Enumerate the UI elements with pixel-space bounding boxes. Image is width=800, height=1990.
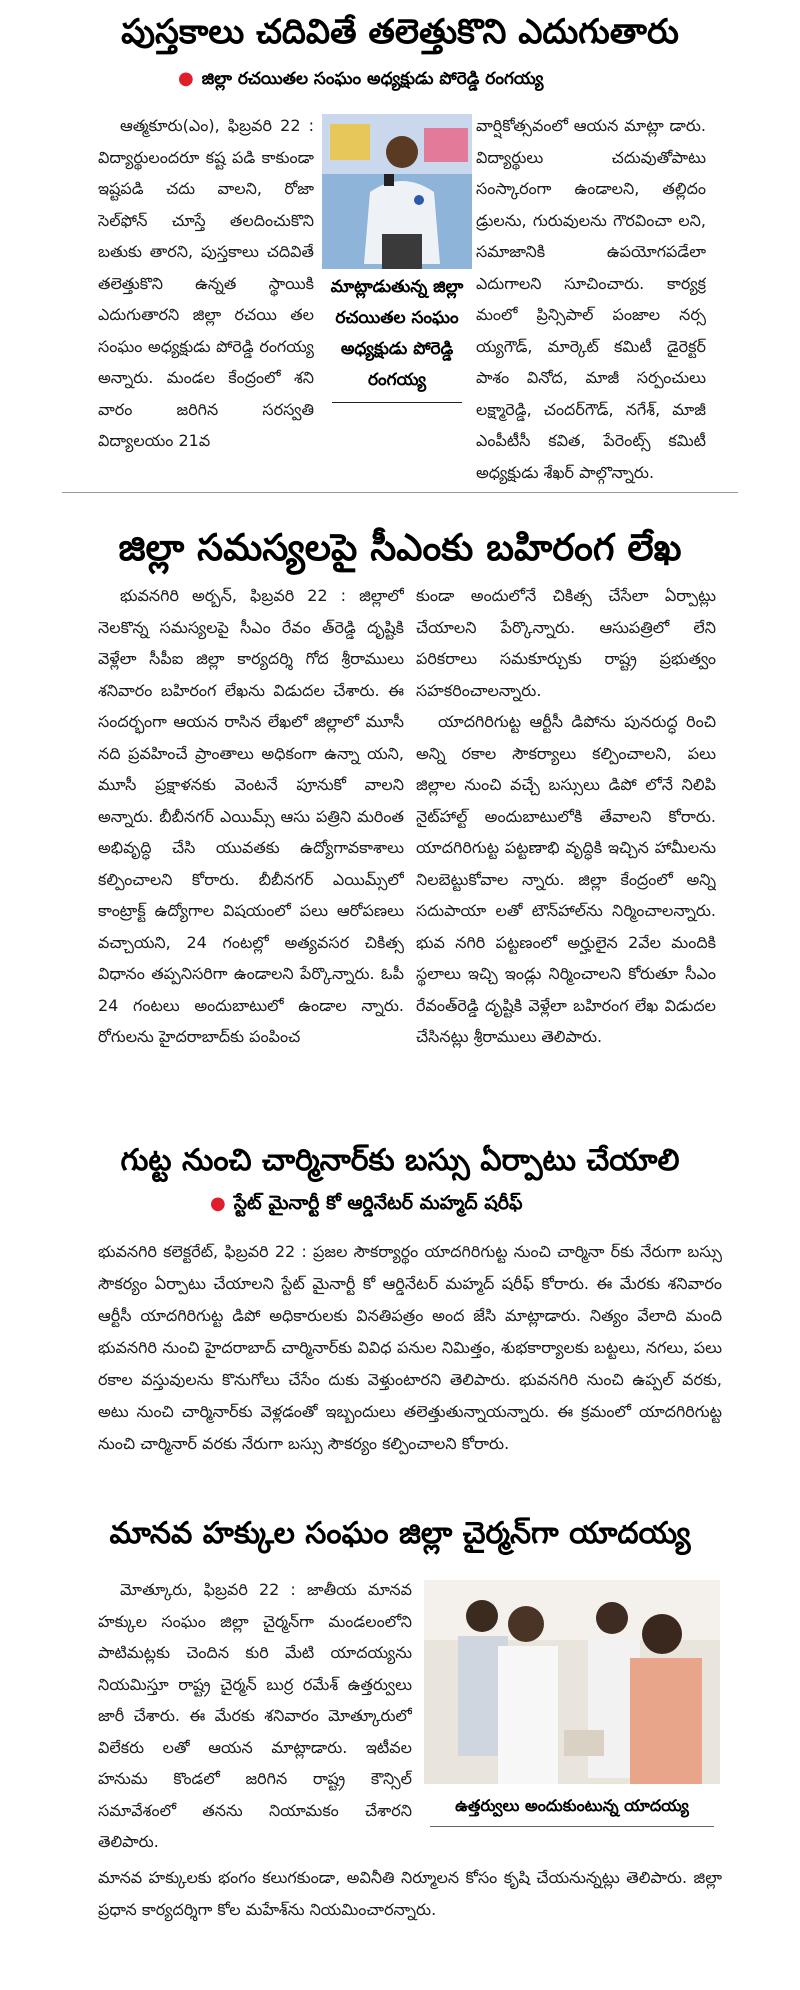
- story2-column-1: [98, 580, 404, 1120]
- story1-col1-text: ఆత్మకూరు(ఎం), ఫిబ్రవరి 22 : విద్యార్థులందరూ కష్ట పడి కాకుండా ఇష్టపడి చదు వాలని, రోజా సెల్‌ఫోన్ చూస్తే తలదించుకొని బతుకు తారని, పుస్తకాలు చదివితే తలెత్తుకొని ఉన్నత స్థాయికి ఎదుగుతారని జిల్లా రచయి తల సంఘం అధ్యక్షుడు పోరెడ్డి రంగయ్య అన్నారు. మండల కేంద్రంలో శని వారం జరిగిన సరస్వతి విద్యాలయం 21వ: [98, 116, 314, 450]
- story3-byline-row: [210, 1192, 523, 1219]
- story4-tail-text: మానవ హక్కులకు భంగం కలుగకుండా, అవినీతి నిర్మూలన కోసం కృషి చేయనున్నట్లు తెలిపారు. జిల్లా ప్రధాన కార్యదర్శిగా కోల మహేశ్‌ను నియమించారన్నారు.: [98, 1868, 722, 1919]
- story1-col3-text: వార్షికోత్సవంలో ఆయన మాట్లా డారు. విద్యార్థులు చదువుతోపాటు సంస్కారంగా ఉండాలని, తల్లిదం డ్రులను, గురువులను గౌరవించా లని, సమాజానికి ఉపయోగపడేలా ఎదుగాలని సూచించారు. కార్యక్ర మంలో ప్రిన్సిపాల్ పంజాల నర్స య్యగౌడ్, మార్కెట్ కమిటీ డైరెక్టర్ పాశం వినోద, మాజీ సర్పంచులు లక్ష్మారెడ్డి, చందర్‌గౌడ్, నగేశ్, మాజీ ఎంపీటీసీ కవిత, పేరెంట్స్ కమిటీ అధ్యక్షుడు శేఖర్ పాల్గొన్నారు.: [476, 116, 706, 482]
- separator-1: [62, 492, 738, 493]
- story3-byline: స్టేట్ మైనార్టీ కో ఆర్డినేటర్ మహ్మద్ షరీఫ్: [233, 1192, 523, 1214]
- story4-col1-text: మోత్కూరు, ఫిబ్రవరి 22 : జాతీయ మానవ హక్కుల సంఘం జిల్లా చైర్మన్‌గా మండలంలోని పాటిమట్లకు చెందిన కురి మేటి యాదయ్యను నియమిస్తూ రాష్ట్ర చైర్మన్ బుర్ర రమేశ్ ఉత్తర్వులు జారీ చేశారు. ఈ మేరకు శనివారం మోత్కూరులో విలేకరు లతో ఆయన మాట్లాడారు. ఇటీవల హనుమ కొండలో జరిగిన రాష్ట్ర కౌన్సిల్ సమావేశంలో తనను నియామకం చేశారని తెలిపారు.: [98, 1580, 412, 1851]
- story2-col1-text: భువనగిరి అర్బన్, ఫిబ్రవరి 22 : జిల్లాలో నెలకొన్న సమస్యలపై సీఎం రేవం త్‌రెడ్డి దృష్టికి వెళ్లేలా సీపీఐ జిల్లా కార్యదర్శి గోద శ్రీరాములు శనివారం బహిరంగ లేఖను విడుదల చేశారు. ఈ సందర్భంగా ఆయన రాసిన లేఖలో జిల్లాలో మూసీ నది ప్రవహించే ప్రాంతాలు అధికంగా ఉన్నా యని, మూసీ ప్రక్షాళనకు వెంటనే పూనుకో వాలని అన్నారు. బీబీనగర్ ఎయిమ్స్ ఆసు పత్రిని మరింత అభివృద్ధి చేసి యువతకు ఉద్యోగావకాశాలు కల్పించాలని కోరారు. బీబీనగర్ ఎయిమ్స్‌లో కాంట్రాక్ట్ ఉద్యోగాల విషయంలో పలు ఆరోపణలు వచ్చాయని, 24 గంటల్లో అత్యవసర చికిత్స విధానం తప్పనిసరిగా ఉండాలని పేర్కొన్నారు. ఓపీ 24 గంటలు అందుబాటులో ఉండాల న్నారు. రోగులను హైదరాబాద్‌కు పంపించ: [98, 586, 404, 1046]
- speaker-photo-icon: [322, 114, 472, 269]
- story4-caption-rule: [430, 1826, 714, 1827]
- story4-tail: [98, 1862, 722, 1932]
- story1-byline-row: [178, 68, 543, 93]
- story3-headline: గుట్ట నుంచి చార్మినార్‌కు బస్సు ఏర్పాటు చేయాలి: [120, 1143, 680, 1178]
- story4-photo: [424, 1580, 720, 1784]
- story2-column-2: [416, 580, 716, 1120]
- story3-body-text: భువనగిరి కలెక్టరేట్, ఫిబ్రవరి 22 : ప్రజల సౌకర్యార్థం యాదగిరిగుట్ట నుంచి చార్మినా ర్‌కు నేరుగా బస్సు సౌకర్యం ఏర్పాటు చేయాలని స్టేట్ మైనార్టీ కో ఆర్డినేటర్ మహ్మద్ షరీఫ్ కోరారు. ఈ మేరకు శనివారం ఆర్టీసీ యాదగిరిగుట్ట డిపో అధికారులకు వినతిపత్రం అంద జేసి మాట్లాడారు. నిత్యం వేలాది మంది భువనగిరి నుంచి హైదరాబాద్ చార్మినార్‌కు వివిధ పనుల నిమిత్తం, శుభకార్యాలకు బట్టలు, నగలు, పలు రకాల వస్తువులను కొనుగోలు చేసేం దుకు వెళ్తుంటారని తెలిపారు. భువనగిరి నుంచి ఉప్పల్ వరకు, అటు నుంచి చార్మినార్‌కు వెళ్లడంతో ఇబ్బందులు తలెత్తుతున్నాయన్నారు. ఈ క్రమంలో యాదగిరిగుట్ట నుంచి చార్మినార్ వరకు నేరుగా బస్సు సౌకర్యం కల్పించాలని కోరారు.: [98, 1242, 722, 1453]
- story1-column-3: [476, 110, 706, 490]
- story1-headline: పుస్తకాలు చదివితే తలెత్తుకొని ఎదుగుతారు: [121, 12, 679, 52]
- story4-headline: మానవ హక్కుల సంఘం జిల్లా చైర్మన్‌గా యాదయ్య: [109, 1516, 691, 1551]
- story2-col2-p2: యాదగిరిగుట్ట ఆర్టీసీ డిపోను పునరుద్ధ రించి అన్ని రకాల సౌకర్యాలు కల్పించాలని, పలు జిల్లాల నుంచి వచ్చే బస్సులు డిపో లోనే నిలిపి నైట్‌హాల్ట్ అందుబాటులోకి తేవాలని కోరారు. యాదగిరిగుట్ట పట్టణాభి వృద్ధికి ఇచ్చిన హామీలను నిలబెట్టుకోవాల న్నారు. జిల్లా కేంద్రంలో అన్ని సదుపాయా లతో టౌన్‌హాల్‌ను నిర్మించాలన్నారు. భువ నగిరి పట్టణంలో అర్హులైన 2వేల మందికి స్థలాలు ఇచ్చి ఇండ్లు నిర్మించాలని కోరుతూ సీఎం రేవంత్‌రెడ్డి దృష్టికి వెళ్లేలా బహిరంగ లేఖ విడుదల చేసినట్లు శ్రీరాములు తెలిపారు.: [416, 712, 716, 1046]
- story4-photo-caption: ఉత్తర్వులు అందుకుంటున్న యాదయ్య: [455, 1796, 689, 1815]
- story2-headline: జిల్లా సమస్యలపై సీఎంకు బహిరంగ లేఖ: [118, 526, 682, 569]
- story1-photo: [322, 114, 472, 269]
- story4-column-1: [98, 1574, 412, 1860]
- story1-photo-caption: మాట్లాడుతున్న జిల్లా రచయితల సంఘం అధ్యక్షుడు పోరెడ్డి రంగయ్య: [330, 277, 464, 390]
- story1-column-1: [98, 110, 314, 460]
- story3-body: [98, 1236, 722, 1498]
- bullet-icon: ●: [178, 68, 194, 89]
- award-photo-icon: [424, 1580, 720, 1784]
- story2-col2-p1: కుండా అందులోనే చికిత్స చేసేలా ఏర్పాట్లు చేయాలని పేర్కొన్నారు. ఆసుపత్రిలో లేని పరికరాలు సమకూర్చుకు రాష్ట్ర ప్రభుత్వం సహకరించాలన్నారు.: [416, 586, 716, 700]
- bullet-icon: ●: [210, 1193, 226, 1214]
- story1-byline: జిల్లా రచయితల సంఘం అధ్యక్షుడు పోరెడ్డి రంగయ్య: [201, 69, 544, 89]
- story1-caption-rule: [332, 402, 462, 403]
